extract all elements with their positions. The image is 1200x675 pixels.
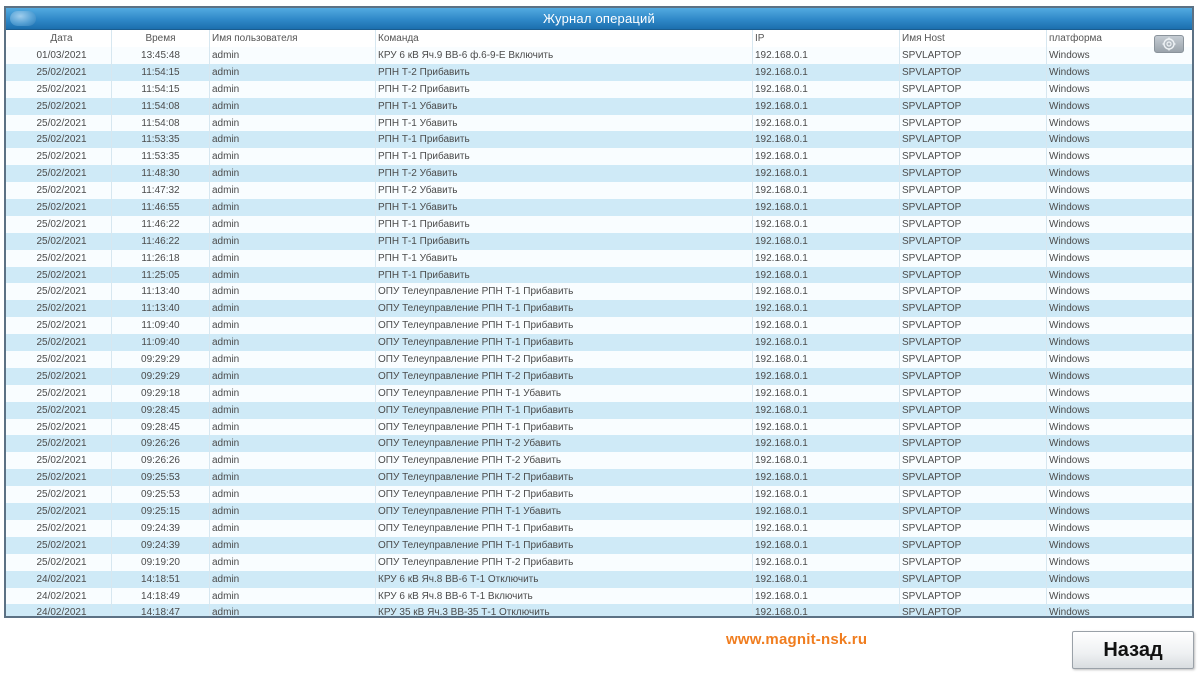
cell-user: admin: [210, 469, 376, 486]
cell-time: 09:19:20: [112, 554, 210, 571]
table-row[interactable]: [6, 385, 1192, 402]
cell-platform: Windows: [1049, 354, 1090, 366]
cell-host: SPVLAPTOP: [900, 486, 1047, 503]
cell-host: SPVLAPTOP: [900, 182, 1047, 199]
table-row[interactable]: [6, 199, 1192, 216]
cell-user: admin: [210, 588, 376, 605]
table-row[interactable]: [6, 368, 1192, 385]
cell-user: admin: [210, 148, 376, 165]
table-row[interactable]: [6, 520, 1192, 537]
table-row[interactable]: [6, 64, 1192, 81]
cell-command: ОПУ Телеуправление РПН Т-1 Прибавить: [376, 419, 753, 436]
table-row[interactable]: [6, 148, 1192, 165]
cell-ip: 192.168.0.1: [753, 419, 900, 436]
cell-date: 25/02/2021: [12, 98, 112, 115]
back-button[interactable]: Назад: [1072, 631, 1194, 669]
cell-platform: Windows: [1049, 556, 1090, 568]
cell-user: admin: [210, 486, 376, 503]
cell-command: РПН Т-1 Прибавить: [376, 131, 753, 148]
cell-host: SPVLAPTOP: [900, 267, 1047, 284]
table-row[interactable]: [6, 182, 1192, 199]
cell-user: admin: [210, 554, 376, 571]
cell-user: admin: [210, 216, 376, 233]
cell-ip: 192.168.0.1: [753, 368, 900, 385]
cell-time: 13:45:48: [112, 47, 210, 64]
cell-command: ОПУ Телеуправление РПН Т-2 Убавить: [376, 435, 753, 452]
cell-host: SPVLAPTOP: [900, 199, 1047, 216]
table-row[interactable]: [6, 165, 1192, 182]
cell-date: 24/02/2021: [12, 588, 112, 605]
cell-host: SPVLAPTOP: [900, 351, 1047, 368]
cell-date: 24/02/2021: [12, 604, 112, 618]
cell-host: SPVLAPTOP: [900, 554, 1047, 571]
table-row[interactable]: [6, 402, 1192, 419]
cell-user: admin: [210, 199, 376, 216]
cell-ip: 192.168.0.1: [753, 604, 900, 618]
cell-command: КРУ 6 кВ Яч.8 ВВ-6 Т-1 Включить: [376, 588, 753, 605]
cell-platform: Windows: [1049, 66, 1090, 78]
table-row[interactable]: [6, 469, 1192, 486]
cell-ip: 192.168.0.1: [753, 520, 900, 537]
cell-user: admin: [210, 419, 376, 436]
cell-date: 25/02/2021: [12, 554, 112, 571]
cell-platform: Windows: [1049, 218, 1090, 230]
cell-time: 09:25:15: [112, 503, 210, 520]
cell-date: 25/02/2021: [12, 250, 112, 267]
cell-date: 25/02/2021: [12, 435, 112, 452]
cell-platform: Windows: [1049, 320, 1090, 332]
cell-time: 11:26:18: [112, 250, 210, 267]
cell-date: 25/02/2021: [12, 537, 112, 554]
cell-user: admin: [210, 351, 376, 368]
cell-ip: 192.168.0.1: [753, 267, 900, 284]
cell-user: admin: [210, 385, 376, 402]
cell-platform: Windows: [1049, 337, 1090, 349]
table-row[interactable]: [6, 250, 1192, 267]
cell-time: 11:13:40: [112, 283, 210, 300]
cell-ip: 192.168.0.1: [753, 131, 900, 148]
cell-date: 25/02/2021: [12, 300, 112, 317]
table-row[interactable]: [6, 131, 1192, 148]
cell-user: admin: [210, 300, 376, 317]
cell-command: РПН Т-2 Прибавить: [376, 81, 753, 98]
operations-table: [6, 30, 1192, 618]
operations-log-window: [4, 6, 1194, 618]
cell-date: 25/02/2021: [12, 267, 112, 284]
cell-date: 25/02/2021: [12, 165, 112, 182]
cell-command: РПН Т-1 Прибавить: [376, 148, 753, 165]
cell-platform: Windows: [1049, 539, 1090, 551]
cell-host: SPVLAPTOP: [900, 165, 1047, 182]
cell-host: SPVLAPTOP: [900, 98, 1047, 115]
cell-date: 25/02/2021: [12, 452, 112, 469]
table-row[interactable]: [6, 571, 1192, 588]
cell-command: ОПУ Телеуправление РПН Т-1 Убавить: [376, 385, 753, 402]
cell-platform: Windows: [1049, 202, 1090, 214]
cell-date: 25/02/2021: [12, 283, 112, 300]
cell-platform: Windows: [1049, 134, 1090, 146]
cell-host: SPVLAPTOP: [900, 131, 1047, 148]
cell-time: 11:25:05: [112, 267, 210, 284]
cell-date: 25/02/2021: [12, 469, 112, 486]
table-row[interactable]: [6, 435, 1192, 452]
cell-time: 11:48:30: [112, 165, 210, 182]
cell-command: ОПУ Телеуправление РПН Т-1 Прибавить: [376, 334, 753, 351]
cell-command: ОПУ Телеуправление РПН Т-2 Прибавить: [376, 554, 753, 571]
cell-ip: 192.168.0.1: [753, 300, 900, 317]
cell-date: 25/02/2021: [12, 385, 112, 402]
cell-date: 25/02/2021: [12, 216, 112, 233]
cell-date: 25/02/2021: [12, 64, 112, 81]
table-row[interactable]: [6, 537, 1192, 554]
cell-ip: 192.168.0.1: [753, 81, 900, 98]
table-row[interactable]: [6, 81, 1192, 98]
cell-command: РПН Т-2 Прибавить: [376, 64, 753, 81]
cell-user: admin: [210, 452, 376, 469]
cell-platform: Windows: [1049, 117, 1090, 129]
column-header-user[interactable]: Имя пользователя: [210, 30, 376, 47]
cell-user: admin: [210, 165, 376, 182]
cell-host: SPVLAPTOP: [900, 419, 1047, 436]
cell-time: 11:46:22: [112, 233, 210, 250]
cell-time: 11:13:40: [112, 300, 210, 317]
table-row[interactable]: [6, 47, 1192, 64]
cell-host: SPVLAPTOP: [900, 452, 1047, 469]
cell-user: admin: [210, 503, 376, 520]
cell-user: admin: [210, 402, 376, 419]
cell-platform: Windows: [1049, 455, 1090, 467]
cell-ip: 192.168.0.1: [753, 98, 900, 115]
cell-command: ОПУ Телеуправление РПН Т-1 Убавить: [376, 503, 753, 520]
cell-time: 09:29:29: [112, 351, 210, 368]
cell-platform: Windows: [1049, 472, 1090, 484]
cell-ip: 192.168.0.1: [753, 148, 900, 165]
cell-time: 11:53:35: [112, 148, 210, 165]
gear-icon: [1162, 37, 1176, 51]
column-header-time[interactable]: Время: [112, 30, 210, 47]
cell-time: 11:47:32: [112, 182, 210, 199]
table-row[interactable]: [6, 588, 1192, 605]
cell-ip: 192.168.0.1: [753, 402, 900, 419]
cell-date: 25/02/2021: [12, 131, 112, 148]
cell-platform: Windows: [1049, 100, 1090, 112]
cell-host: SPVLAPTOP: [900, 469, 1047, 486]
cell-ip: 192.168.0.1: [753, 385, 900, 402]
table-row[interactable]: [6, 115, 1192, 132]
cell-ip: 192.168.0.1: [753, 452, 900, 469]
cell-ip: 192.168.0.1: [753, 334, 900, 351]
cell-time: 09:26:26: [112, 452, 210, 469]
cell-ip: 192.168.0.1: [753, 64, 900, 81]
cell-platform: Windows: [1049, 438, 1090, 450]
cell-command: РПН Т-2 Убавить: [376, 182, 753, 199]
cell-ip: 192.168.0.1: [753, 351, 900, 368]
cell-time: 11:53:35: [112, 131, 210, 148]
table-row[interactable]: [6, 604, 1192, 618]
table-row[interactable]: [6, 267, 1192, 284]
cell-date: 25/02/2021: [12, 233, 112, 250]
cell-command: КРУ 35 кВ Яч.3 ВВ-35 Т-1 Отключить: [376, 604, 753, 618]
cell-user: admin: [210, 435, 376, 452]
cell-host: SPVLAPTOP: [900, 148, 1047, 165]
table-row[interactable]: [6, 486, 1192, 503]
cell-command: РПН Т-2 Убавить: [376, 165, 753, 182]
cell-ip: 192.168.0.1: [753, 233, 900, 250]
cell-date: 24/02/2021: [12, 571, 112, 588]
cell-platform: Windows: [1049, 185, 1090, 197]
cell-time: 09:25:53: [112, 469, 210, 486]
cell-time: 14:18:49: [112, 588, 210, 605]
cell-user: admin: [210, 115, 376, 132]
cell-ip: 192.168.0.1: [753, 317, 900, 334]
cell-time: 11:09:40: [112, 334, 210, 351]
cell-host: SPVLAPTOP: [900, 64, 1047, 81]
cell-host: SPVLAPTOP: [900, 503, 1047, 520]
table-row[interactable]: [6, 503, 1192, 520]
cell-command: ОПУ Телеуправление РПН Т-2 Прибавить: [376, 486, 753, 503]
cell-time: 09:25:53: [112, 486, 210, 503]
cell-command: ОПУ Телеуправление РПН Т-1 Прибавить: [376, 317, 753, 334]
table-row[interactable]: [6, 216, 1192, 233]
cell-date: 25/02/2021: [12, 182, 112, 199]
cell-host: SPVLAPTOP: [900, 537, 1047, 554]
cell-ip: 192.168.0.1: [753, 469, 900, 486]
cell-user: admin: [210, 98, 376, 115]
table-row[interactable]: [6, 419, 1192, 436]
cell-time: 14:18:51: [112, 571, 210, 588]
cell-command: ОПУ Телеуправление РПН Т-2 Прибавить: [376, 469, 753, 486]
cell-host: SPVLAPTOP: [900, 402, 1047, 419]
table-row[interactable]: [6, 283, 1192, 300]
cell-user: admin: [210, 317, 376, 334]
cell-platform: Windows: [1049, 269, 1090, 281]
cell-platform: Windows: [1049, 252, 1090, 264]
cell-date: 25/02/2021: [12, 402, 112, 419]
cell-ip: 192.168.0.1: [753, 435, 900, 452]
cell-date: 25/02/2021: [12, 503, 112, 520]
cell-user: admin: [210, 334, 376, 351]
cell-user: admin: [210, 520, 376, 537]
cell-host: SPVLAPTOP: [900, 520, 1047, 537]
cell-host: SPVLAPTOP: [900, 334, 1047, 351]
cell-ip: 192.168.0.1: [753, 283, 900, 300]
cell-host: SPVLAPTOP: [900, 250, 1047, 267]
cell-ip: 192.168.0.1: [753, 182, 900, 199]
cell-user: admin: [210, 571, 376, 588]
cell-date: 01/03/2021: [12, 47, 112, 64]
cell-command: РПН Т-1 Убавить: [376, 250, 753, 267]
cell-time: 09:26:26: [112, 435, 210, 452]
cell-time: 09:24:39: [112, 520, 210, 537]
cell-platform: Windows: [1049, 50, 1090, 61]
cell-user: admin: [210, 233, 376, 250]
cell-host: SPVLAPTOP: [900, 233, 1047, 250]
cell-command: ОПУ Телеуправление РПН Т-2 Прибавить: [376, 351, 753, 368]
column-header-platform[interactable]: платформа: [1049, 33, 1102, 44]
cell-date: 25/02/2021: [12, 351, 112, 368]
cell-host: SPVLAPTOP: [900, 216, 1047, 233]
table-row[interactable]: [6, 300, 1192, 317]
cell-ip: 192.168.0.1: [753, 503, 900, 520]
cell-date: 25/02/2021: [12, 148, 112, 165]
cell-platform: Windows: [1049, 404, 1090, 416]
cell-ip: 192.168.0.1: [753, 216, 900, 233]
cell-command: ОПУ Телеуправление РПН Т-1 Прибавить: [376, 537, 753, 554]
cell-host: SPVLAPTOP: [900, 317, 1047, 334]
cell-time: 09:29:18: [112, 385, 210, 402]
cell-host: SPVLAPTOP: [900, 588, 1047, 605]
cell-date: 25/02/2021: [12, 81, 112, 98]
cell-host: SPVLAPTOP: [900, 385, 1047, 402]
cell-ip: 192.168.0.1: [753, 199, 900, 216]
cell-user: admin: [210, 537, 376, 554]
cell-platform: Windows: [1049, 168, 1090, 180]
cell-user: admin: [210, 47, 376, 64]
cell-ip: 192.168.0.1: [753, 588, 900, 605]
cell-user: admin: [210, 131, 376, 148]
cell-user: admin: [210, 283, 376, 300]
cell-date: 25/02/2021: [12, 199, 112, 216]
cell-platform: Windows: [1049, 522, 1090, 534]
cell-date: 25/02/2021: [12, 419, 112, 436]
table-row[interactable]: [6, 98, 1192, 115]
cell-user: admin: [210, 267, 376, 284]
cell-date: 25/02/2021: [12, 520, 112, 537]
table-row[interactable]: [6, 233, 1192, 250]
cell-date: 25/02/2021: [12, 334, 112, 351]
cell-time: 11:54:15: [112, 81, 210, 98]
cell-platform: Windows: [1049, 235, 1090, 247]
cell-host: SPVLAPTOP: [900, 283, 1047, 300]
column-header-command[interactable]: Команда: [376, 30, 753, 47]
cell-platform: Windows: [1049, 387, 1090, 399]
cell-host: SPVLAPTOP: [900, 115, 1047, 132]
cell-command: ОПУ Телеуправление РПН Т-2 Убавить: [376, 452, 753, 469]
cell-time: 09:29:29: [112, 368, 210, 385]
cell-time: 11:09:40: [112, 317, 210, 334]
settings-button[interactable]: [1154, 35, 1184, 53]
cell-time: 14:18:47: [112, 604, 210, 618]
cell-user: admin: [210, 368, 376, 385]
cell-time: 11:46:22: [112, 216, 210, 233]
cell-ip: 192.168.0.1: [753, 47, 900, 64]
cell-platform: Windows: [1049, 83, 1090, 95]
cell-host: SPVLAPTOP: [900, 81, 1047, 98]
cell-platform: Windows: [1049, 151, 1090, 163]
window-title: Журнал операций: [543, 11, 655, 26]
cell-command: РПН Т-1 Убавить: [376, 199, 753, 216]
cell-host: SPVLAPTOP: [900, 435, 1047, 452]
cell-ip: 192.168.0.1: [753, 165, 900, 182]
cell-command: ОПУ Телеуправление РПН Т-1 Прибавить: [376, 300, 753, 317]
cell-ip: 192.168.0.1: [753, 554, 900, 571]
table-row[interactable]: [6, 452, 1192, 469]
table-header-row: [6, 30, 1192, 47]
cell-user: admin: [210, 182, 376, 199]
cell-ip: 192.168.0.1: [753, 486, 900, 503]
website-link[interactable]: www.magnit-nsk.ru: [726, 631, 868, 648]
cell-date: 25/02/2021: [12, 115, 112, 132]
cell-command: ОПУ Телеуправление РПН Т-1 Прибавить: [376, 283, 753, 300]
cell-platform: Windows: [1049, 590, 1090, 602]
cell-command: РПН Т-1 Прибавить: [376, 267, 753, 284]
cell-command: РПН Т-1 Убавить: [376, 115, 753, 132]
column-header-date[interactable]: Дата: [12, 30, 112, 47]
cell-host: SPVLAPTOP: [900, 604, 1047, 618]
cell-command: ОПУ Телеуправление РПН Т-2 Прибавить: [376, 368, 753, 385]
cell-date: 25/02/2021: [12, 317, 112, 334]
cell-time: 11:54:15: [112, 64, 210, 81]
cell-command: РПН Т-1 Прибавить: [376, 233, 753, 250]
cell-command: ОПУ Телеуправление РПН Т-1 Прибавить: [376, 402, 753, 419]
cell-user: admin: [210, 250, 376, 267]
cell-user: admin: [210, 81, 376, 98]
cell-host: SPVLAPTOP: [900, 47, 1047, 64]
cell-time: 11:54:08: [112, 115, 210, 132]
cell-time: 09:24:39: [112, 537, 210, 554]
cell-date: 25/02/2021: [12, 486, 112, 503]
title-bar: [6, 8, 1192, 30]
cell-platform: Windows: [1049, 286, 1090, 298]
cell-ip: 192.168.0.1: [753, 537, 900, 554]
table-row[interactable]: [6, 554, 1192, 571]
cell-platform: Windows: [1049, 370, 1090, 382]
cell-ip: 192.168.0.1: [753, 250, 900, 267]
cell-time: 11:46:55: [112, 199, 210, 216]
table-row[interactable]: [6, 334, 1192, 351]
column-header-host[interactable]: Имя Host: [900, 30, 1047, 47]
cell-command: КРУ 6 кВ Яч.9 ВВ-6 ф.6-9-Е Включить: [376, 47, 753, 64]
cell-platform: Windows: [1049, 489, 1090, 501]
cell-command: КРУ 6 кВ Яч.8 ВВ-6 Т-1 Отключить: [376, 571, 753, 588]
cell-command: РПН Т-1 Прибавить: [376, 216, 753, 233]
cell-time: 09:28:45: [112, 402, 210, 419]
cell-time: 11:54:08: [112, 98, 210, 115]
cell-date: 25/02/2021: [12, 368, 112, 385]
cell-platform: Windows: [1049, 506, 1090, 518]
cell-platform: Windows: [1049, 303, 1090, 315]
cell-command: ОПУ Телеуправление РПН Т-1 Прибавить: [376, 520, 753, 537]
table-row[interactable]: [6, 317, 1192, 334]
cell-user: admin: [210, 604, 376, 618]
cell-time: 09:28:45: [112, 419, 210, 436]
cell-ip: 192.168.0.1: [753, 115, 900, 132]
cell-host: SPVLAPTOP: [900, 300, 1047, 317]
cell-host: SPVLAPTOP: [900, 571, 1047, 588]
cell-host: SPVLAPTOP: [900, 368, 1047, 385]
cell-user: admin: [210, 64, 376, 81]
column-header-ip[interactable]: IP: [753, 30, 900, 47]
cell-platform: Windows: [1049, 607, 1090, 618]
cell-ip: 192.168.0.1: [753, 571, 900, 588]
cell-platform: Windows: [1049, 421, 1090, 433]
cell-platform: Windows: [1049, 573, 1090, 585]
cell-command: РПН Т-1 Убавить: [376, 98, 753, 115]
table-row[interactable]: [6, 351, 1192, 368]
